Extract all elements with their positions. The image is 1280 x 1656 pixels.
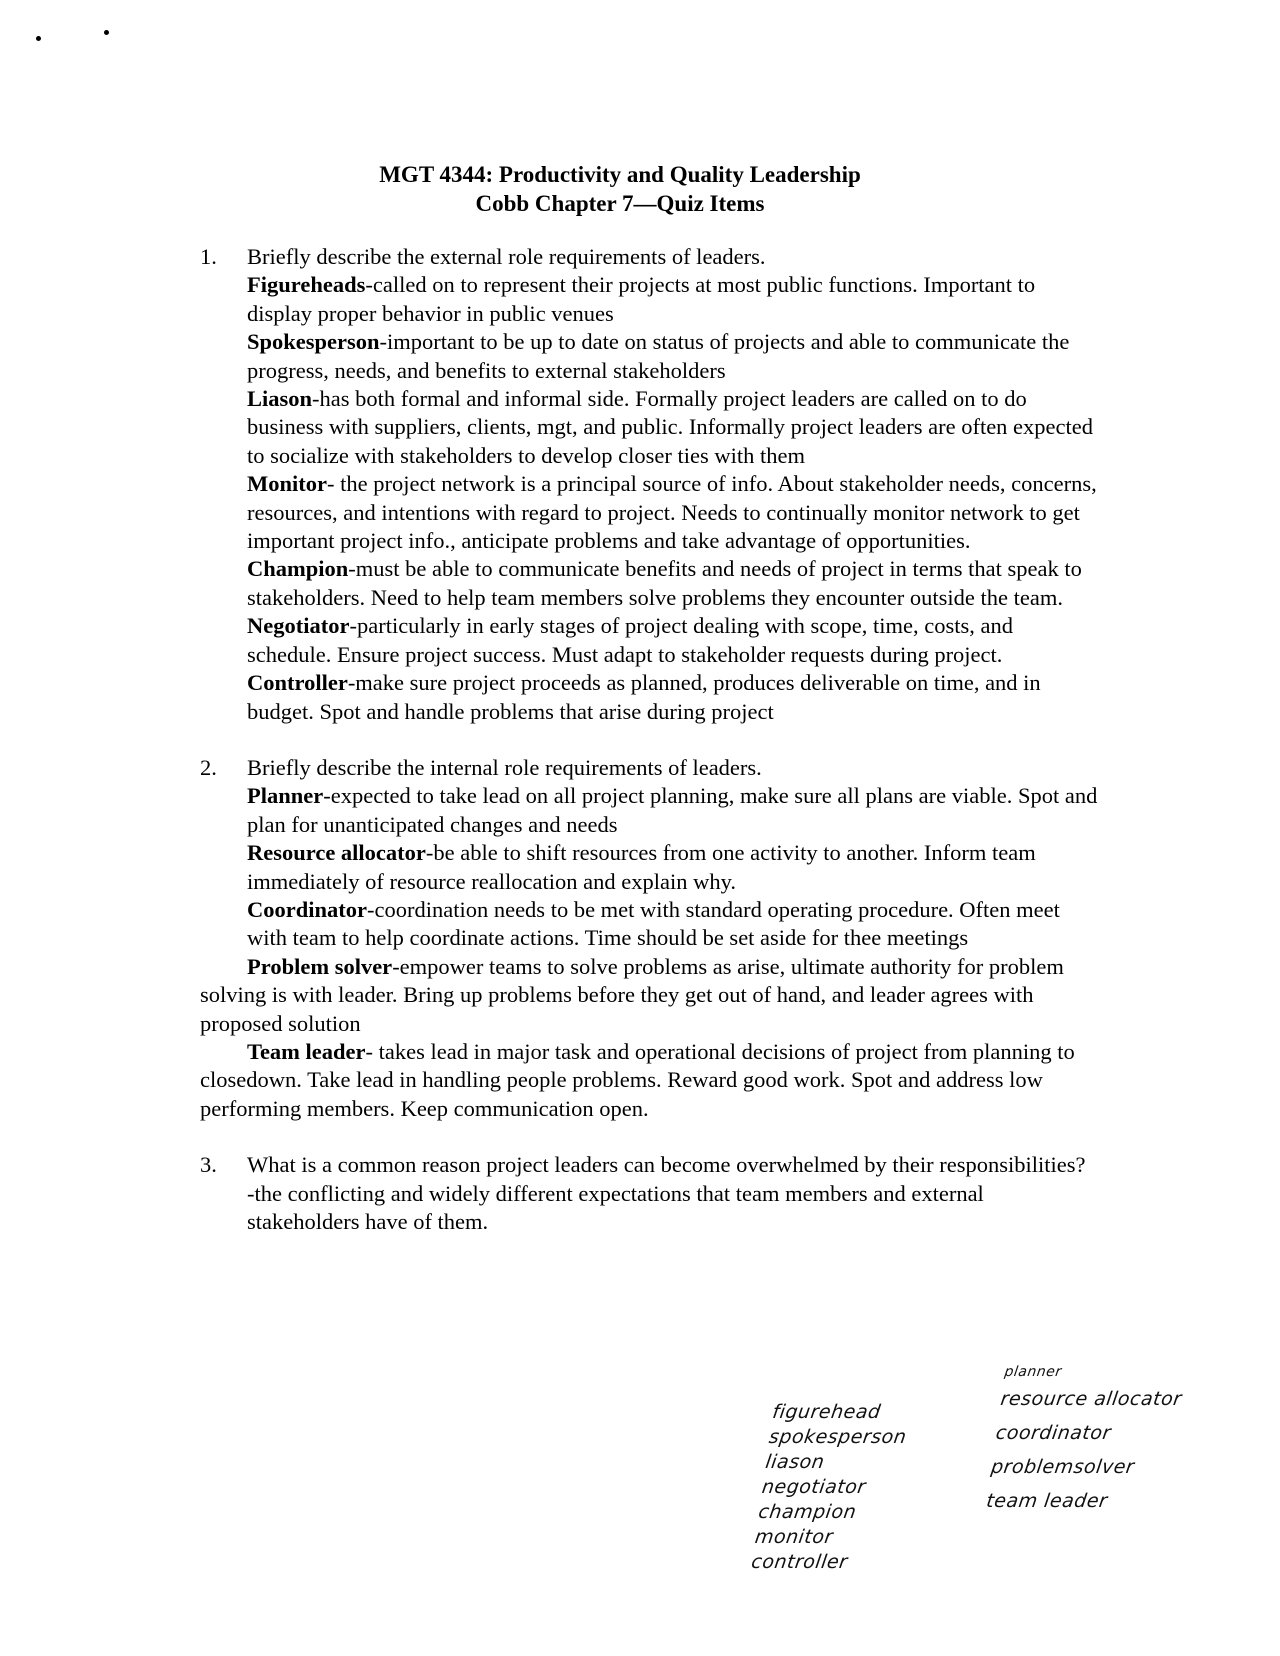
question-2 (200, 754, 1100, 1123)
document-header (0, 160, 1240, 218)
scan-mark-right (104, 30, 109, 35)
handwritten-note: resource allocator (999, 1388, 1184, 1410)
scan-mark-left (36, 36, 41, 41)
handwritten-note: figurehead (771, 1401, 883, 1423)
role-term: Problem solver (247, 953, 393, 979)
handwritten-note: champion (757, 1501, 858, 1523)
role-term: Coordinator (247, 896, 367, 922)
handwritten-note: negotiator (760, 1476, 868, 1498)
handwritten-note: monitor (753, 1526, 835, 1548)
handwritten-note: liason (764, 1451, 826, 1473)
role-entry (247, 839, 1100, 896)
question-1 (200, 243, 1100, 726)
question-prompt: Briefly describe the internal role requirements of leaders. (247, 754, 762, 780)
spacer (200, 726, 1100, 754)
role-description: - the project network is a principal source of info. About stakeholder needs, concerns, resources, and intentions with regard to project. Needs to continually monitor network to get important project info., anticipate problems and take advantage of opportunities. (247, 471, 1097, 554)
role-description: -empower teams to solve problems as arise, ultimate authority for problem solving is with leader. Bring up problems before they get out of hand, and leader agrees with proposed solution (200, 953, 1064, 1036)
question-prompt: Briefly describe the external role requirements of leaders. (247, 244, 766, 269)
role-term: Planner (247, 783, 324, 809)
role-entry (247, 896, 1100, 953)
role-description: -make sure project proceeds as planned, produces deliverable on time, and in budget. Spot and handle problems that arise during project (247, 670, 1041, 724)
role-entry (200, 1038, 1100, 1123)
role-entry (247, 612, 1100, 669)
role-description: -particularly in early stages of project dealing with scope, time, costs, and schedule. Ensure project success. Must adapt to stakeholder requests during project. (247, 613, 1014, 667)
question-number: 2. (200, 754, 217, 780)
role-description: -has both formal and informal side. Formally project leaders are called on to do business with suppliers, clients, mgt, and public. Informally project leaders are often expected to socialize with stakeholders to develop closer ties with them (247, 386, 1094, 468)
handwritten-note: team leader (984, 1490, 1109, 1512)
role-entry (247, 328, 1100, 385)
handwritten-note: planner (1003, 1364, 1063, 1380)
role-term: Monitor (247, 471, 327, 497)
course-title: MGT 4344: Productivity and Quality Leadership (379, 162, 861, 187)
question-number: 3. (200, 1152, 217, 1178)
role-term: Liason (247, 386, 313, 412)
spacer (200, 1123, 1100, 1151)
role-description: - takes lead in major task and operational decisions of project from planning to closedown. Take lead in handling people problems. Reward good work. Spot and address low performing members. Keep communication open. (200, 1038, 1075, 1121)
role-term: Controller (247, 670, 348, 696)
handwritten-note: coordinator (994, 1422, 1113, 1444)
role-entry (200, 953, 1100, 1038)
question-prompt: What is a common reason project leaders can become overwhelmed by their responsibilities? (247, 1152, 1086, 1178)
role-term: Resource allocator (247, 840, 426, 866)
question-3 (200, 1151, 1100, 1236)
chapter-title: Cobb Chapter 7—Quiz Items (475, 191, 765, 216)
role-description: -be able to shift resources from one activity to another. Inform team immediately of resource reallocation and explain why. (247, 840, 1036, 894)
role-description: -called on to represent their projects at most public functions. Important to display proper behavior in public venues (247, 272, 1036, 326)
role-term: Spokesperson (247, 329, 380, 355)
question-answer: -the conflicting and widely different expectations that team members and external stakeholders have of them. (247, 1180, 984, 1234)
role-entry (247, 669, 1100, 726)
role-term: Negotiator (247, 613, 350, 639)
role-term: Champion (247, 556, 349, 582)
role-entry (247, 271, 1100, 328)
handwritten-external-roles (750, 1400, 912, 1575)
handwritten-internal-roles (984, 1362, 1187, 1518)
handwritten-note: problemsolver (989, 1456, 1136, 1478)
role-description: -coordination needs to be met with standard operating procedure. Often meet with team to help coordinate actions. Time should be set aside for thee meetings (247, 896, 1060, 951)
handwritten-note: spokesperson (767, 1426, 908, 1448)
role-entry (247, 555, 1100, 612)
role-description: -important to be up to date on status of projects and able to communicate the progress, needs, and benefits to external stakeholders (247, 329, 1070, 383)
role-entry (247, 470, 1100, 555)
question-number: 1. (200, 244, 217, 269)
role-term: Figureheads (247, 272, 366, 298)
role-term: Team leader (247, 1038, 366, 1064)
role-entry (247, 782, 1100, 839)
role-description: -must be able to communicate benefits and needs of project in terms that speak to stakeholders. Need to help team members solve problems they encounter outside the team. (247, 556, 1082, 610)
role-description: -expected to take lead on all project planning, make sure all plans are viable. Spot and plan for unanticipated changes and needs (247, 783, 1098, 837)
question-list (200, 243, 1100, 1236)
role-entry (247, 385, 1100, 470)
handwritten-note: controller (749, 1551, 850, 1573)
